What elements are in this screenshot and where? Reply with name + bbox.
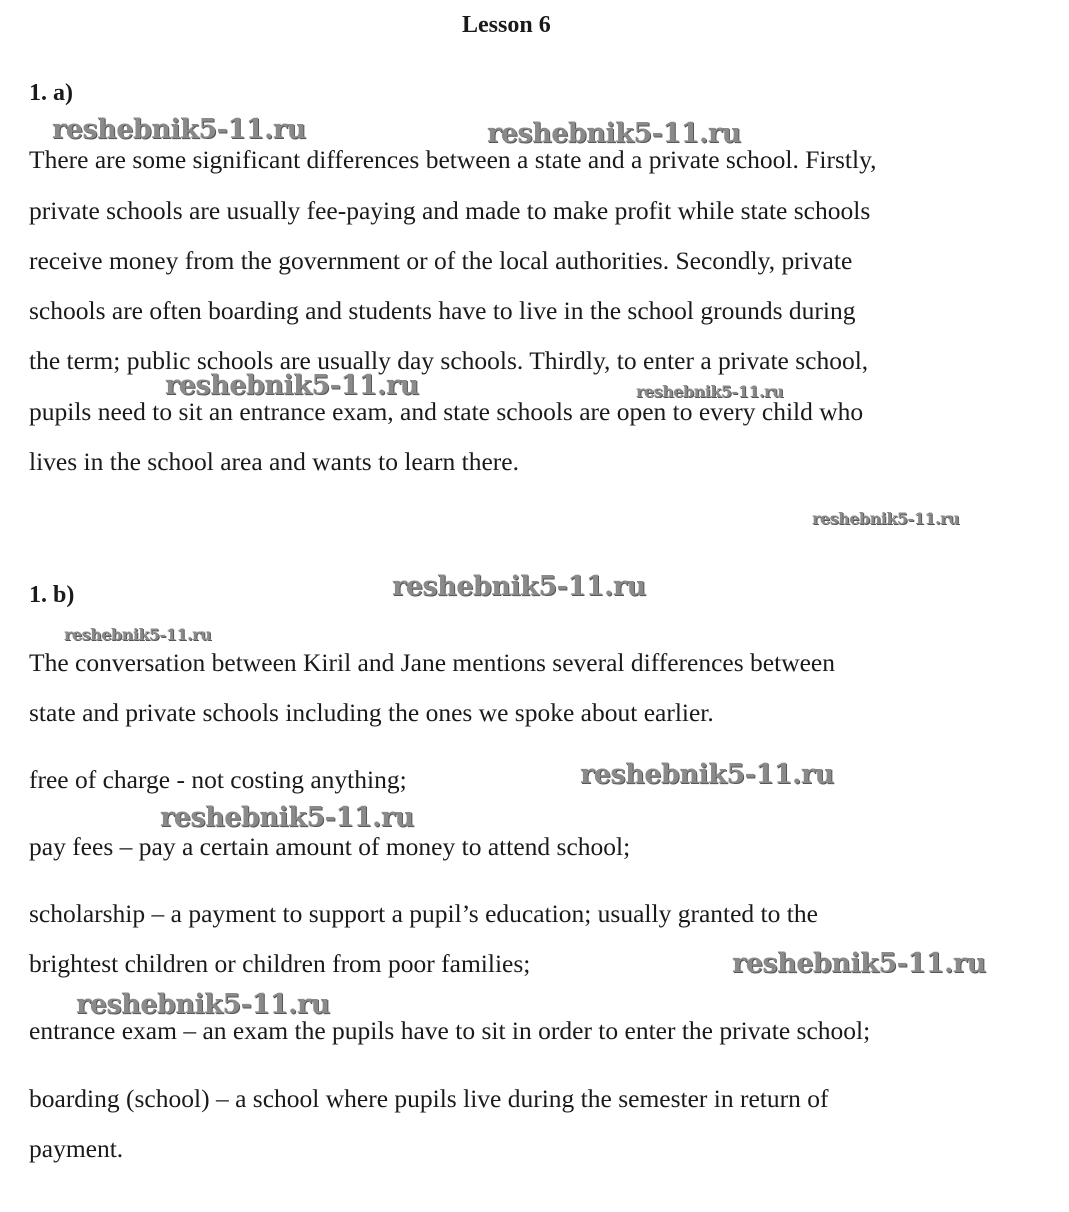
definition-line: boarding (school) – a school where pupils live during the semester in return of xyxy=(29,1084,829,1113)
definition-line: pay fees – pay a certain amount of money to attend school; xyxy=(29,832,631,861)
watermark: reshebnik5-11.ru xyxy=(76,989,330,1020)
section-heading-1b: 1. b) xyxy=(29,582,75,608)
watermark: reshebnik5-11.ru xyxy=(52,114,306,145)
watermark: reshebnik5-11.ru xyxy=(812,509,960,528)
page-title: Lesson 6 xyxy=(462,12,551,38)
paragraph-line: receive money from the government or of the local authorities. Secondly, private xyxy=(29,246,853,275)
paragraph-line: state and private schools including the ones we spoke about earlier. xyxy=(29,698,714,727)
section-heading-1a: 1. a) xyxy=(29,80,73,106)
watermark: reshebnik5-11.ru xyxy=(392,571,646,602)
definition-line: payment. xyxy=(29,1134,124,1163)
watermark: reshebnik5-11.ru xyxy=(487,118,741,149)
definition-line: free of charge - not costing anything; xyxy=(29,765,407,794)
watermark: reshebnik5-11.ru xyxy=(160,802,414,833)
paragraph-line: private schools are usually fee-paying and made to make profit while state schools xyxy=(29,196,871,225)
paragraph-line: There are some significant differences between a state and a private school. Firstly, xyxy=(29,145,877,174)
watermark: reshebnik5-11.ru xyxy=(165,370,419,401)
definition-line: brightest children or children from poor families; xyxy=(29,949,531,978)
definition-line: entrance exam – an exam the pupils have to sit in order to enter the private school; xyxy=(29,1016,871,1045)
paragraph-line: the term; public schools are usually day schools. Thirdly, to enter a private school, xyxy=(29,346,869,375)
paragraph-line: The conversation between Kiril and Jane mentions several differences between xyxy=(29,648,836,677)
definition-line: scholarship – a payment to support a pupil’s education; usually granted to the xyxy=(29,899,818,928)
watermark: reshebnik5-11.ru xyxy=(732,948,986,979)
watermark: reshebnik5-11.ru xyxy=(64,625,212,644)
watermark: reshebnik5-11.ru xyxy=(636,382,784,401)
watermark: reshebnik5-11.ru xyxy=(580,759,834,790)
paragraph-line: schools are often boarding and students have to live in the school grounds during xyxy=(29,296,856,325)
paragraph-line: lives in the school area and wants to learn there. xyxy=(29,447,519,476)
paragraph-line: pupils need to sit an entrance exam, and state schools are open to every child who xyxy=(29,397,864,426)
